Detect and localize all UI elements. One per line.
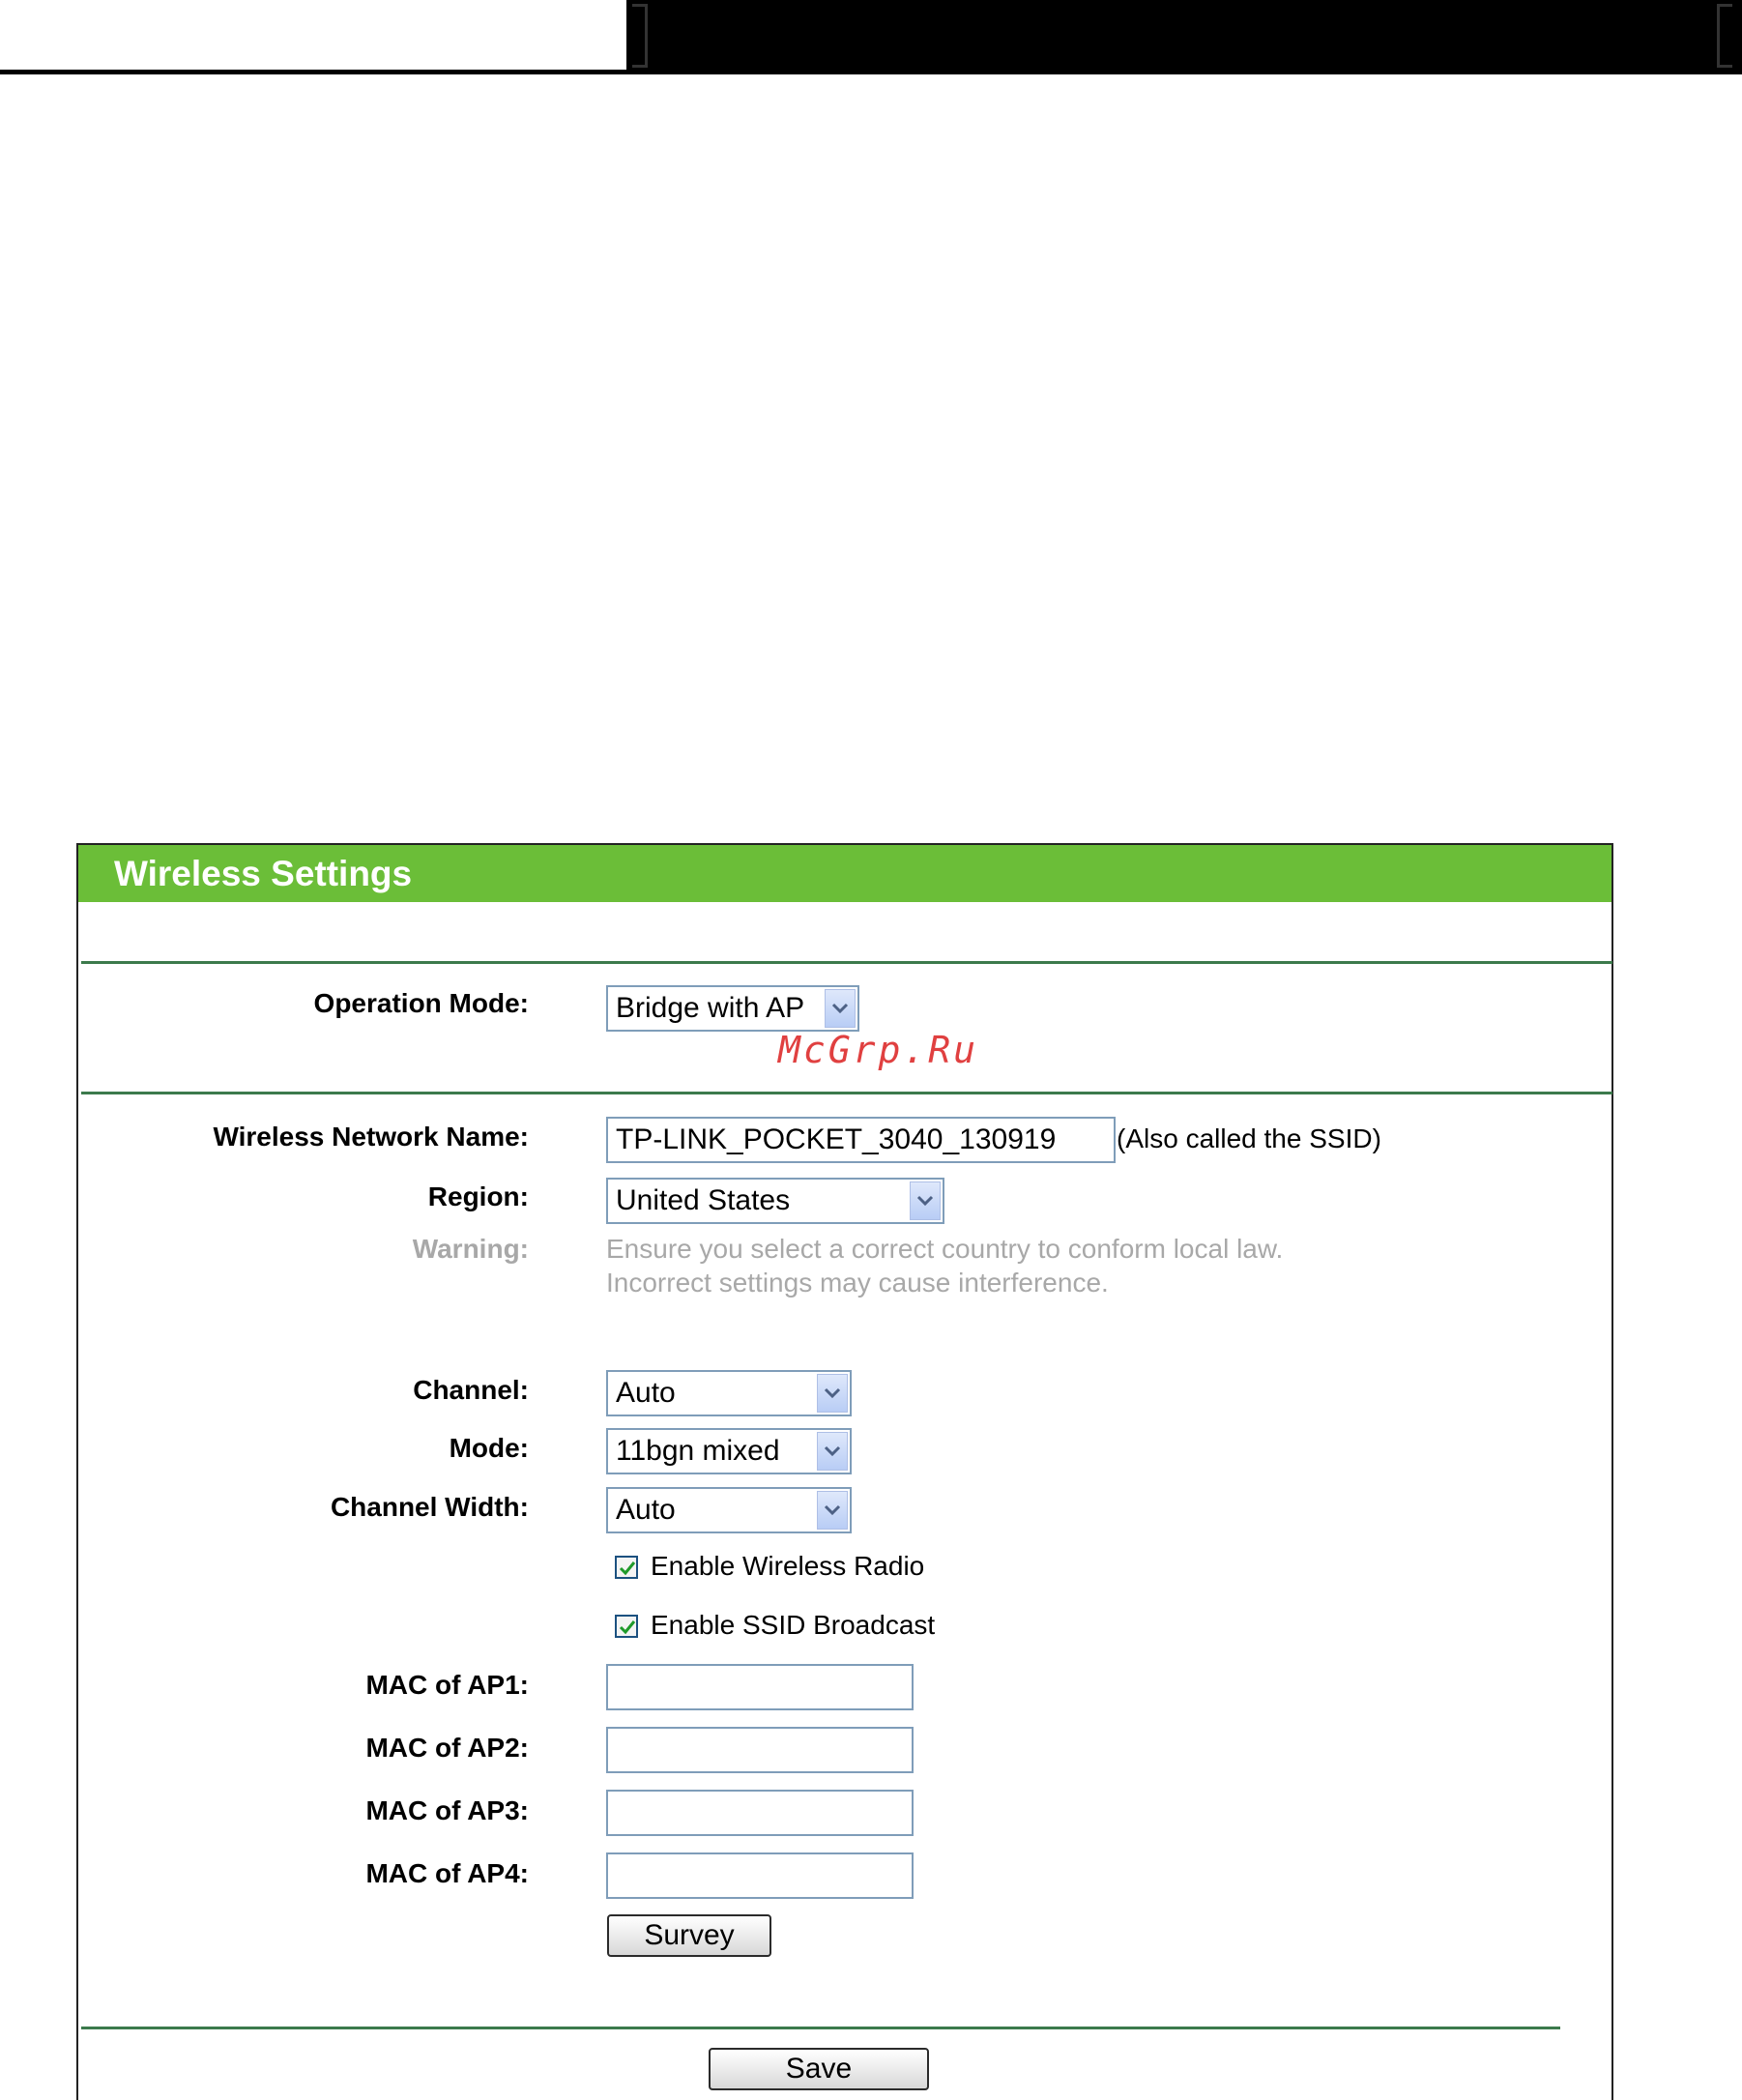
channel-width-label: Channel Width: bbox=[330, 1492, 529, 1522]
survey-button[interactable]: Survey bbox=[607, 1914, 771, 1957]
checkmark-icon bbox=[618, 1559, 637, 1578]
divider bbox=[81, 961, 1612, 964]
warning-label: Warning: bbox=[412, 1234, 529, 1264]
network-name-label: Wireless Network Name: bbox=[213, 1122, 529, 1152]
region-select[interactable] bbox=[606, 1178, 944, 1224]
enable-ssid-broadcast-label[interactable]: Enable SSID Broadcast bbox=[651, 1610, 936, 1640]
divider bbox=[81, 2027, 1560, 2029]
mac-ap4-input[interactable] bbox=[606, 1852, 914, 1899]
chevron-down-icon[interactable] bbox=[817, 1491, 848, 1530]
operation-mode-label: Operation Mode: bbox=[313, 988, 529, 1018]
mac-ap3-label: MAC of AP3: bbox=[365, 1795, 529, 1825]
region-value: United States bbox=[616, 1184, 791, 1216]
watermark: McGrp.Ru bbox=[778, 1029, 979, 1071]
panel-header bbox=[78, 845, 1611, 902]
divider bbox=[81, 1092, 1612, 1094]
mac-ap1-label: MAC of AP1: bbox=[365, 1670, 529, 1700]
mac-ap1-input[interactable] bbox=[606, 1664, 914, 1710]
warning-text-line2: Incorrect settings may cause interference. bbox=[606, 1268, 1109, 1298]
channel-value: Auto bbox=[616, 1377, 676, 1409]
warning-text-line1: Ensure you select a correct country to conform local law. bbox=[606, 1234, 1284, 1264]
ssid-hint: (Also called the SSID) bbox=[1117, 1123, 1381, 1153]
chevron-down-icon[interactable] bbox=[817, 1432, 848, 1471]
wireless-settings-panel bbox=[76, 843, 1613, 2100]
enable-ssid-broadcast-checkbox[interactable] bbox=[615, 1615, 638, 1638]
mac-ap3-input[interactable] bbox=[606, 1790, 914, 1836]
channel-label: Channel: bbox=[413, 1375, 529, 1405]
enable-wireless-radio-checkbox[interactable] bbox=[615, 1556, 638, 1579]
top-banner-bracket-right bbox=[1717, 4, 1732, 68]
checkmark-icon bbox=[618, 1618, 637, 1637]
mode-label: Mode: bbox=[449, 1433, 529, 1463]
top-banner-rule bbox=[0, 70, 1742, 74]
chevron-down-icon[interactable] bbox=[825, 989, 856, 1028]
channel-select[interactable] bbox=[606, 1370, 852, 1416]
channel-width-value: Auto bbox=[616, 1494, 676, 1526]
ssid-input[interactable]: TP-LINK_POCKET_3040_130919 bbox=[606, 1117, 1116, 1163]
mac-ap4-label: MAC of AP4: bbox=[365, 1858, 529, 1888]
mode-select[interactable] bbox=[606, 1428, 852, 1474]
channel-width-select[interactable] bbox=[606, 1487, 852, 1533]
top-banner-left bbox=[0, 0, 626, 70]
operation-mode-select[interactable] bbox=[606, 985, 859, 1032]
top-banner-bracket-left bbox=[632, 4, 648, 68]
chevron-down-icon[interactable] bbox=[910, 1181, 941, 1220]
mode-value: 11bgn mixed bbox=[616, 1435, 780, 1467]
mac-ap2-input[interactable] bbox=[606, 1727, 914, 1773]
operation-mode-value: Bridge with AP bbox=[616, 992, 805, 1024]
save-button[interactable]: Save bbox=[709, 2048, 929, 2090]
chevron-down-icon[interactable] bbox=[817, 1374, 848, 1413]
panel-title: Wireless Settings bbox=[114, 854, 413, 893]
top-banner-right bbox=[626, 0, 1742, 74]
region-label: Region: bbox=[427, 1181, 529, 1211]
mac-ap2-label: MAC of AP2: bbox=[365, 1733, 529, 1763]
enable-wireless-radio-label[interactable]: Enable Wireless Radio bbox=[651, 1551, 925, 1581]
